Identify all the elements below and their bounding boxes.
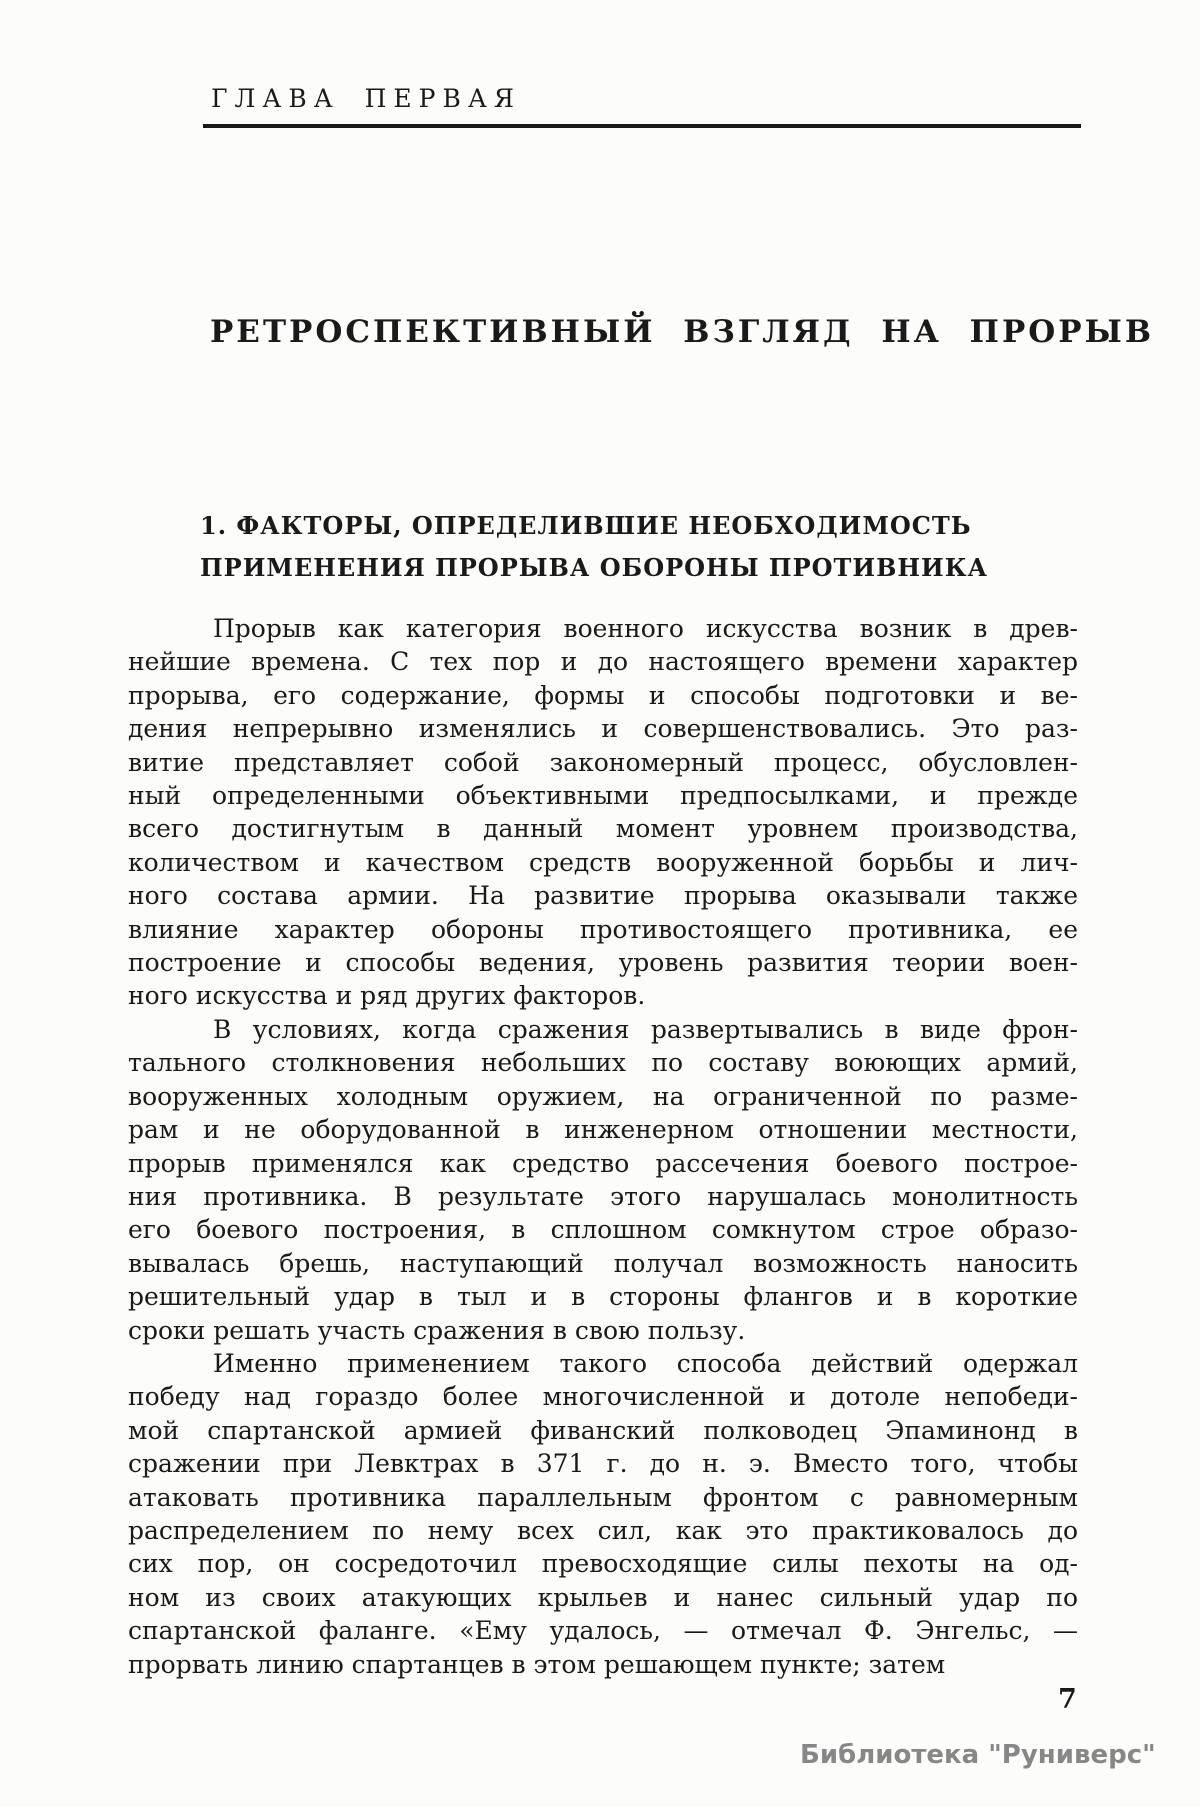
body-line: вооруженных холодным оружием, на ограниченной по разме- — [128, 1081, 1078, 1111]
body-line: ного искусства и ряд других факторов. — [128, 981, 646, 1011]
section-heading-line-1: 1. ФАКТОРЫ, ОПРЕДЕЛИВШИЕ НЕОБХОДИМОСТЬ — [200, 511, 972, 540]
section-heading — [200, 505, 988, 589]
body-line: прорыв применялся как средство рассечения боевого построе- — [128, 1148, 1078, 1178]
body-line: прорыва, его содержание, формы и способы подготовки и ве- — [128, 680, 1078, 710]
paragraph-1 — [128, 612, 1078, 1013]
body-line: победу над гораздо более многочисленной и дотоле непобеди- — [128, 1382, 1078, 1412]
body-line: ном из своих атакующих крыльев и нанес сильный удар по — [128, 1582, 1078, 1612]
body-line: рам и не оборудованной в инженерном отношении местности, — [128, 1115, 1078, 1145]
body-line: нейшие времена. С тех пор и до настоящего времени характер — [128, 647, 1078, 677]
body-line: Именно применением такого способа действий одержал — [213, 1348, 1078, 1378]
body-line: витие представляет собой закономерный процесс, обусловлен- — [128, 747, 1078, 777]
body-line: тального столкновения небольших по составу воюющих армий, — [128, 1048, 1078, 1078]
body-line: Прорыв как категория военного искусства возник в древ- — [213, 614, 1078, 643]
body-line: мой спартанской армией фиванский полководец Эпаминонд в — [128, 1415, 1078, 1445]
paragraph-2 — [128, 1013, 1078, 1347]
body-line: дения непрерывно изменялись и совершенствовались. Это раз- — [128, 714, 1078, 744]
body-line: сражении при Левктрах в 371 г. до н. э. Вместо того, чтобы — [128, 1449, 1078, 1479]
body-line: ного состава армии. На развитие прорыва оказывали также — [128, 881, 1078, 911]
body-line: сроки решать участь сражения в свою пользу. — [128, 1315, 746, 1345]
body-line: распределением по нему всех сил, как это практиковалось до — [128, 1515, 1078, 1545]
body-line: вывалась брешь, наступающий получал возможность наносить — [128, 1248, 1078, 1278]
body-line: атаковать противника параллельным фронтом с равномерным — [128, 1482, 1078, 1512]
chapter-header: ГЛАВА ПЕРВАЯ — [211, 84, 521, 113]
watermark: Библиотека "Руниверс" — [800, 1740, 1156, 1770]
body-line: влияние характер обороны противостоящего противника, ее — [128, 914, 1078, 944]
section-heading-line-2: ПРИМЕНЕНИЯ ПРОРЫВА ОБОРОНЫ ПРОТИВНИКА — [200, 553, 989, 582]
paragraph-3 — [128, 1347, 1078, 1681]
body-line: спартанской фаланге. «Ему удалось, — отмечал Ф. Энгельс, — — [128, 1616, 1078, 1646]
body-line: прорвать линию спартанцев в этом решающем пункте; затем — [128, 1649, 946, 1679]
body-line: построение и способы ведения, уровень развития теории воен- — [128, 948, 1078, 978]
body-text — [128, 612, 1078, 1681]
body-line: всего достигнутым в данный момент уровнем производства, — [128, 814, 1078, 844]
body-line: количеством и качеством средств вооруженной борьбы и лич- — [128, 847, 1078, 877]
page-number: 7 — [1058, 1684, 1077, 1715]
body-line: сих пор, он сосредоточил превосходящие силы пехоты на од- — [128, 1549, 1078, 1579]
body-line: ния противника. В результате этого нарушалась монолитность — [128, 1181, 1078, 1211]
body-line: В условиях, когда сражения развертывались в виде фрон- — [213, 1014, 1078, 1044]
body-line: решительный удар в тыл и в стороны флангов и в короткие — [128, 1282, 1078, 1312]
body-line: ный определенными объективными предпосылками, и прежде — [128, 781, 1078, 811]
body-line: его боевого построения, в сплошном сомкнутом строе образо- — [128, 1215, 1078, 1245]
chapter-rule — [203, 124, 1081, 128]
page-title: РЕТРОСПЕКТИВНЫЙ ВЗГЛЯД НА ПРОРЫВ — [210, 314, 1155, 350]
